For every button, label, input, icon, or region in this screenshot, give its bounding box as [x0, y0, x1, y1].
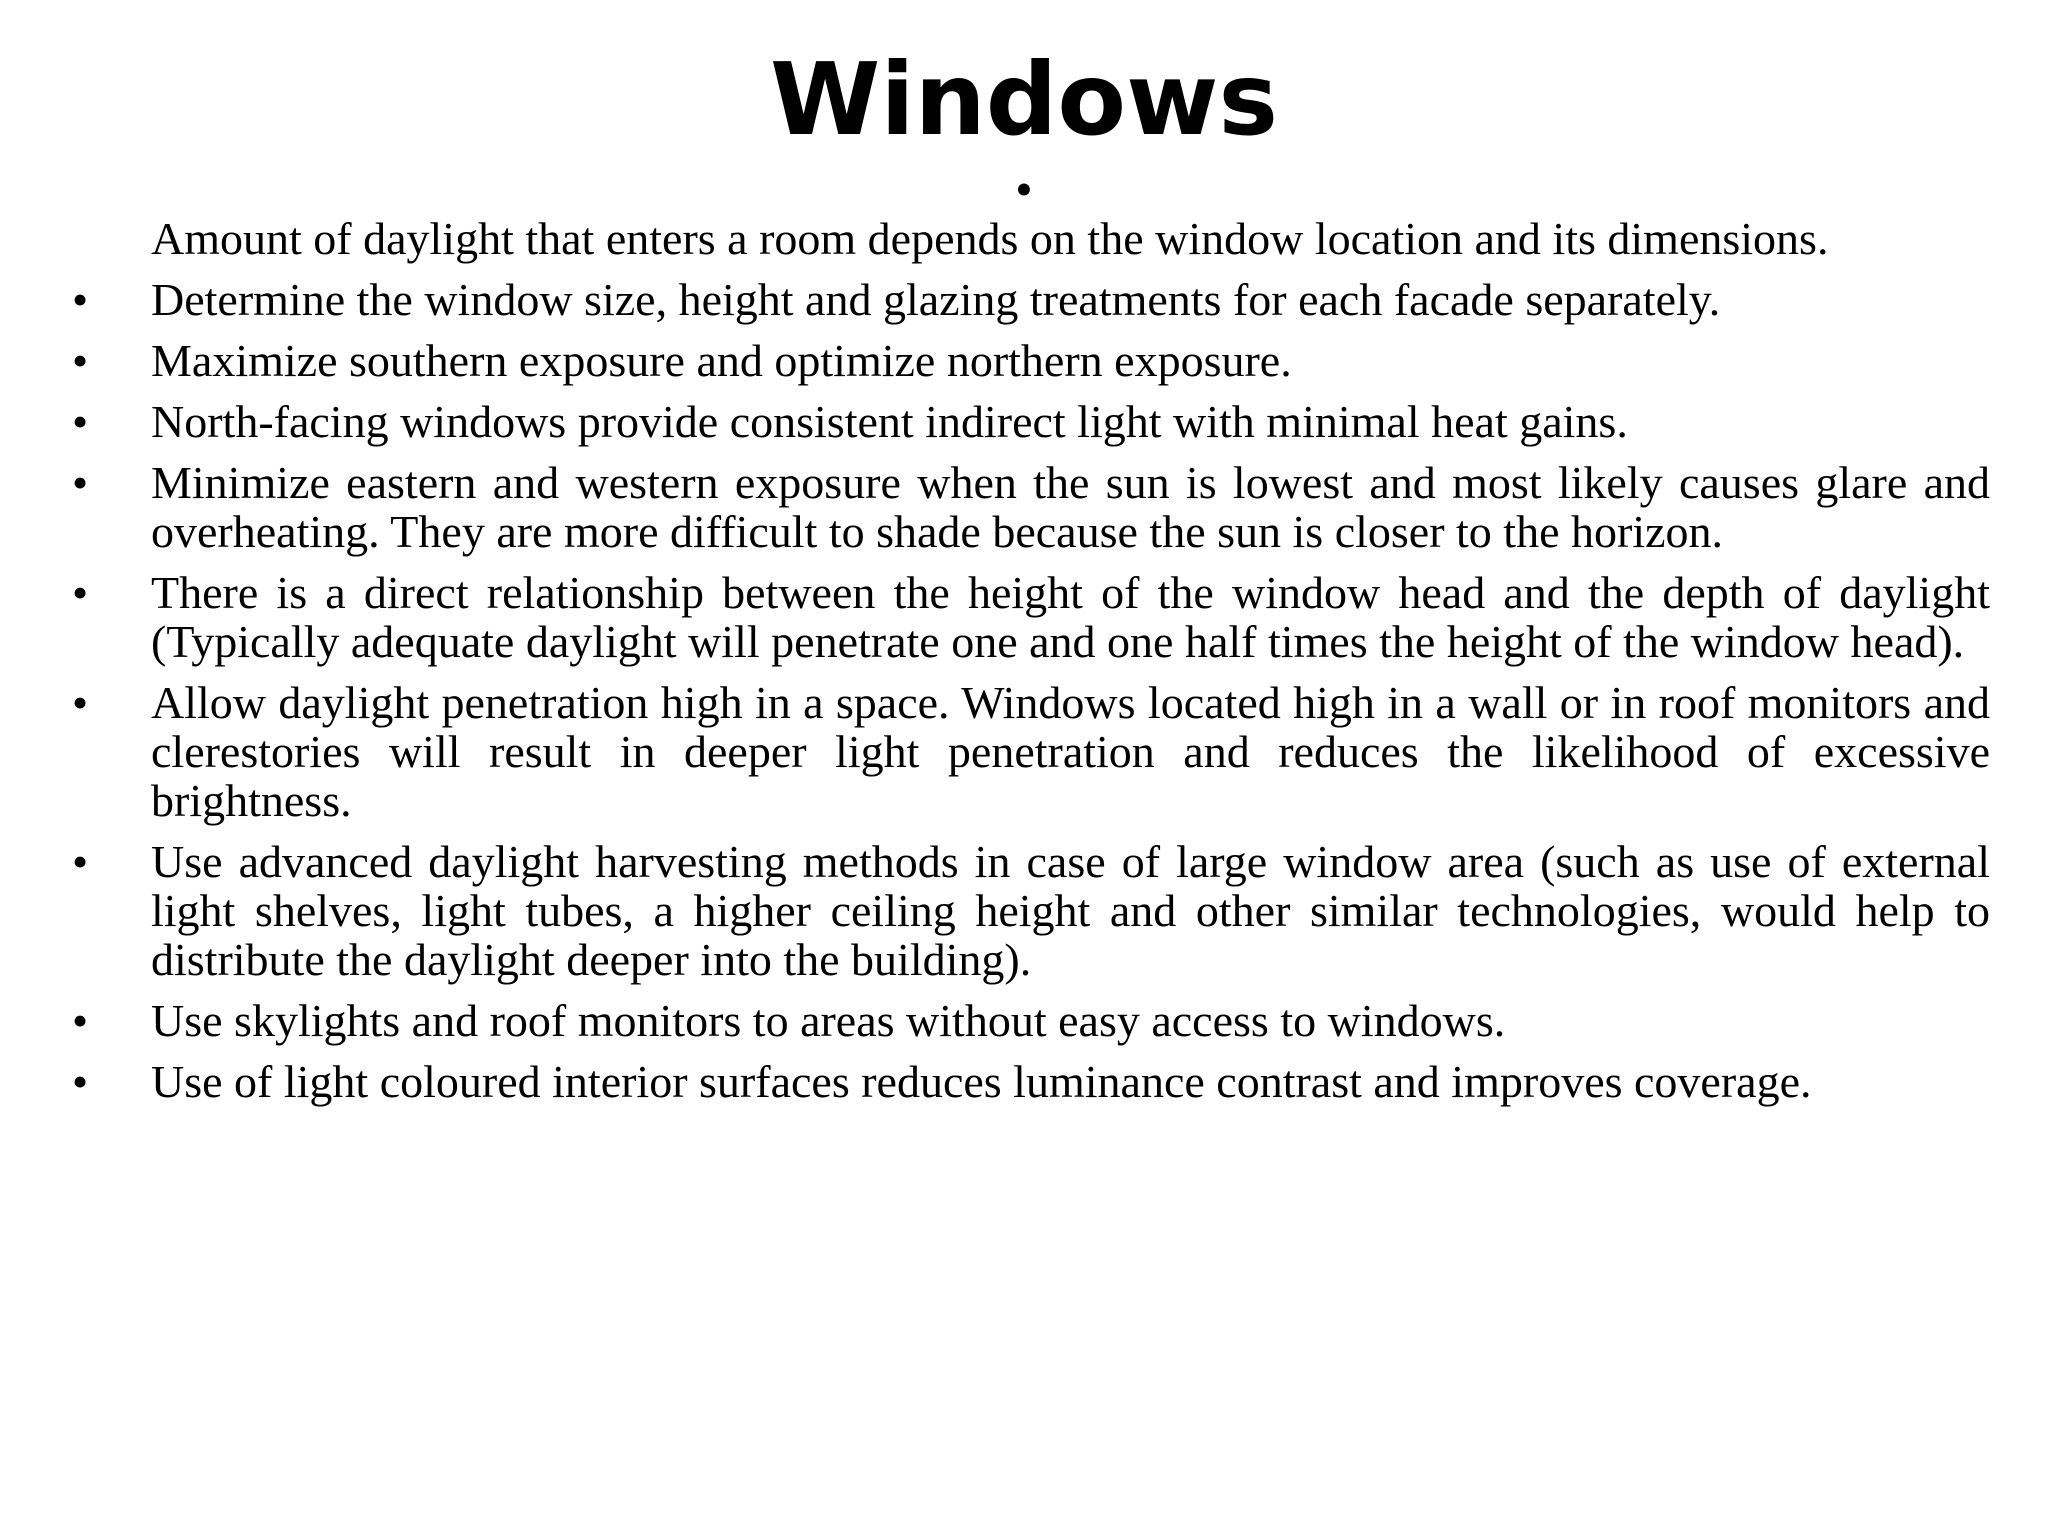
- bullet-list: [0, 214, 2048, 1118]
- list-item-text: Use advanced daylight harvesting methods in case of large window area (such as use of external light shelves, light tubes, a higher ceiling height and other similar technologies, would help to distribute the daylight deeper into the building).: [151, 836, 1990, 985]
- list-item-text: Minimize eastern and western exposure when the sun is lowest and most likely causes glare and overheating. They are more difficult to shade because the sun is closer to the horizon.: [151, 457, 1990, 557]
- list-item: [0, 678, 2048, 825]
- list-item-text: Use of light coloured interior surfaces reduces luminance contrast and improves coverage.: [151, 1056, 1812, 1107]
- list-item: [0, 458, 2048, 556]
- list-item: [0, 996, 2048, 1045]
- list-item: [0, 275, 2048, 324]
- list-item-text: Amount of daylight that enters a room depends on the window location and its dimensions.: [151, 213, 1829, 264]
- list-item-text: Maximize southern exposure and optimize northern exposure.: [151, 335, 1292, 386]
- bullet-icon: •: [72, 335, 89, 386]
- slide-title: Windows: [770, 41, 1278, 158]
- bullet-icon: •: [72, 677, 89, 728]
- list-item: [0, 568, 2048, 666]
- list-item-text: Use skylights and roof monitors to areas without easy access to windows.: [151, 995, 1506, 1046]
- bullet-icon: •: [72, 836, 89, 887]
- list-item-text: North-facing windows provide consistent indirect light with minimal heat gains.: [151, 396, 1628, 447]
- list-item: [0, 837, 2048, 984]
- list-item: [0, 1057, 2048, 1106]
- bullet-icon: •: [72, 1056, 89, 1107]
- list-item-text: Determine the window size, height and glazing treatments for each facade separately.: [151, 274, 1721, 325]
- bullet-icon: •: [72, 567, 89, 618]
- list-item: [0, 336, 2048, 385]
- list-item-text: There is a direct relationship between the height of the window head and the depth of daylight (Typically adequate daylight will penetrate one and one half times the height of the window head).: [151, 567, 1990, 667]
- bullet-icon: •: [72, 995, 89, 1046]
- list-item: [0, 214, 2048, 263]
- title-bullet-dot: •: [1016, 165, 1032, 214]
- bullet-icon: •: [72, 457, 89, 508]
- bullet-icon: •: [72, 274, 89, 325]
- list-item: [0, 397, 2048, 446]
- bullet-icon: •: [72, 396, 89, 447]
- list-item-text: Allow daylight penetration high in a space. Windows located high in a wall or in roof monitors and clerestories will result in deeper light penetration and reduces the likelihood of excessive brightness.: [151, 677, 1990, 826]
